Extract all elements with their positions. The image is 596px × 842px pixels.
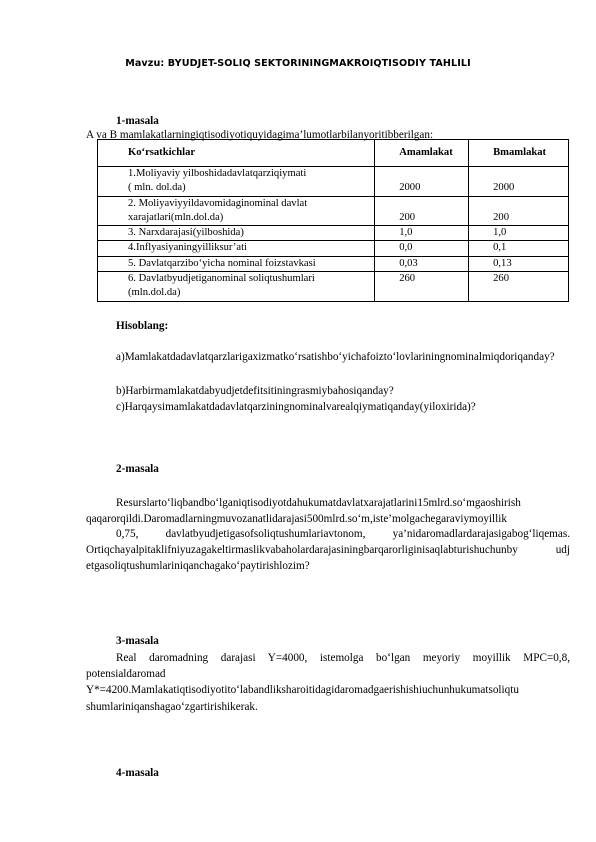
table-row <box>98 272 569 302</box>
value-a: 0,03 <box>375 256 469 271</box>
table-row <box>98 256 569 271</box>
task3-paragraph: Real daromadning darajasi Y=4000, istemolga bo‘lgan meyoriy moyillik MPC=0,8, potensialdaromad Y*=4200.Mamlakatiqtisodiyotito‘labandliksharoitidagidaromadgaerishishiuchunhukumatsoliqtu shumlariniqanshagao‘zgartirishikerak. <box>86 652 570 713</box>
question-b: b)Harbirmamlakatdabyudjetdefitsitiningrasmiybahosiqanday? <box>116 385 394 397</box>
row-label: 5. Davlatqarzibo‘yicha nominal foizstavkasi <box>98 256 375 271</box>
table-row <box>98 226 569 241</box>
row-label-line: xarajatlari(mln.dol.da) <box>128 211 224 223</box>
row-label: 3. Narxdarajasi(yilboshida) <box>98 226 375 241</box>
value-a: 260 <box>375 272 469 302</box>
document-title: Mavzu: BYUDJET-SOLIQ SEKTORININGMAKROIQTISODIY TAHLILI <box>125 58 471 69</box>
row-label-line: ( mln. dol.da) <box>128 182 186 194</box>
value-b: 2000 <box>469 167 569 197</box>
value-b: 1,0 <box>469 226 569 241</box>
value-a: 2000 <box>375 167 469 197</box>
value-a: 200 <box>375 196 469 226</box>
row-label <box>98 272 375 302</box>
column-header: Amamlakat <box>375 140 469 167</box>
task1-intro: A va B mamlakatlarningiqtisodiyotiquyidagima’lumotlarbilanyoritibberilgan: <box>86 129 434 141</box>
row-label: 4.Inflyasiyaningyilliksur’ati <box>98 241 375 256</box>
row-label-line: 6. Davlatbyudjetiganominal soliqtushumlari <box>128 273 315 285</box>
task1-heading: 1-masala <box>116 115 159 127</box>
question-c: c)Harqaysimamlakatdadavlatqarziningnominalvarealqiymatiqanday(yiloxirida)? <box>116 401 476 413</box>
row-label-line: 2. Moliyaviyyildavomidaginominal davlat <box>128 197 308 209</box>
task2-heading: 2-masala <box>116 463 159 475</box>
value-b: 0,1 <box>469 241 569 256</box>
value-b: 260 <box>469 272 569 302</box>
data-table <box>97 139 569 302</box>
table-row <box>98 241 569 256</box>
row-label-line: (mln.dol.da) <box>128 287 181 299</box>
task2-paragraph-2: 0,75, davlatbyudjetigasofsoliqtushumlariavtonom, ya’nidaromadlardarajasigabog‘liqemas. Ortiqchayalpitaklifniyuzagakeltirmaslikvabaholardarajasiningbarqarorliginisaqlabturishuchunby udj etgasoliqtushumlariniqanchagako‘paytirishlozim? <box>86 528 570 573</box>
value-a: 1,0 <box>375 226 469 241</box>
row-label <box>98 196 375 226</box>
row-label <box>98 167 375 197</box>
task4-heading: 4-masala <box>116 767 159 779</box>
table-header-row <box>98 140 569 167</box>
question-a: a)Mamlakatdadavlatqarzlarigaxizmatko‘rsatishbo‘yichafoizto‘lovlariningnominalmiqdoriqanday? <box>116 351 555 363</box>
calc-heading: Hisoblang: <box>116 320 169 332</box>
column-header: Ko‘rsatkichlar <box>98 140 375 167</box>
row-label-line: 1.Moliyaviy yilboshidadavlatqarziqiymati <box>128 168 307 179</box>
table-row <box>98 196 569 226</box>
task2-paragraph-1: Resurslarto‘liqbandbo‘lganiqtisodiyotdahukumatdavlatxarajatlarini15mlrd.so‘mgaoshirish qaqarorqildi.Daromadlarningmuvozanatlidarajasi500mlrd.so‘m,iste’molgachegaraviymoyillik <box>86 497 521 526</box>
task3-heading: 3-masala <box>116 635 159 647</box>
column-header: Bmamlakat <box>469 140 569 167</box>
value-b: 200 <box>469 196 569 226</box>
value-a: 0,0 <box>375 241 469 256</box>
value-b: 0,13 <box>469 256 569 271</box>
table-row <box>98 167 569 197</box>
